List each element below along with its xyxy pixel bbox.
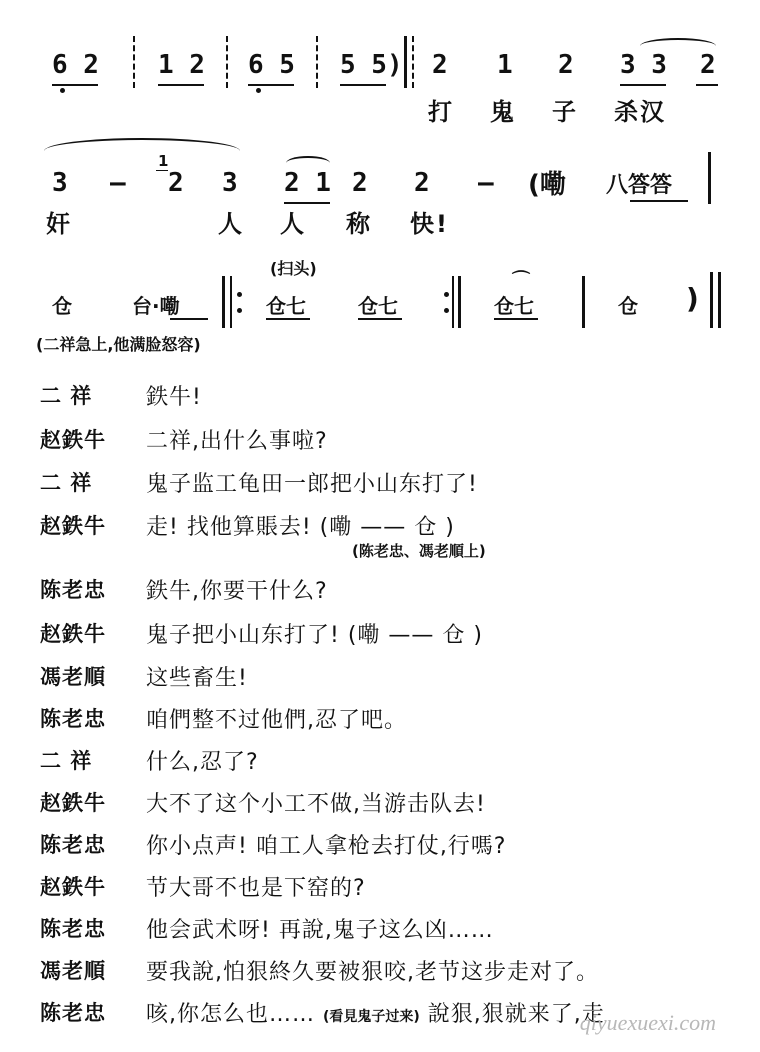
note: 5 5) [340, 50, 403, 80]
speaker: 赵鉄牛 [40, 514, 106, 538]
barline [404, 36, 407, 88]
note: 2 1 [284, 168, 331, 198]
note: 3 [52, 168, 68, 198]
perc-item: 仓七 [358, 294, 398, 318]
speaker: 二 祥 [40, 749, 93, 773]
note: 1 2 [158, 50, 205, 80]
speaker: 陈老忠 [40, 707, 106, 731]
lyric: 奸 [46, 210, 72, 238]
lyric: 鬼 [490, 98, 516, 126]
line-text: 鬼子把小山东打了! (嘞 —— 仓 ) [146, 623, 483, 648]
dash-note: – [110, 168, 126, 198]
note: 3 3 [620, 50, 667, 80]
note: 2 [168, 168, 184, 198]
perc-item: 仓七 [494, 294, 534, 318]
beam [620, 84, 666, 86]
beam [358, 318, 402, 320]
note: 3 [222, 168, 238, 198]
speaker: 二 祥 [40, 384, 93, 408]
line-text [146, 997, 605, 1028]
stage-direction: (陈老忠、馮老順上) [352, 542, 486, 560]
stage-direction: (看見鬼子过来) [323, 1009, 420, 1025]
note: 6 2 [52, 50, 99, 80]
dash-note: – [478, 168, 494, 198]
repeat-dot [237, 308, 242, 313]
speaker: 陈老忠 [40, 1001, 106, 1025]
repeat-dot [237, 292, 242, 297]
line-text: 二祥,出什么事啦? [146, 429, 328, 454]
line-text: 大不了这个小工不做,当游击队去! [146, 792, 486, 817]
dashed-barline [133, 36, 137, 88]
grace-note: 1 [158, 152, 169, 170]
end-barline [710, 272, 713, 328]
lyric: 子 [552, 98, 578, 126]
beam [630, 200, 688, 202]
speaker: 陈老忠 [40, 917, 106, 941]
note: 2 [432, 50, 448, 80]
speaker: 赵鉄牛 [40, 875, 106, 899]
line-text: 你小点声! 咱工人拿枪去打仗,行嗎? [146, 834, 507, 859]
repeat-barline [222, 276, 225, 328]
beam [340, 84, 386, 86]
lyric: 杀汉 [614, 98, 666, 126]
repeat-dot [444, 308, 449, 313]
note: 2 [352, 168, 368, 198]
close-paren: ) [686, 282, 699, 315]
perc-item: 仓七 [266, 294, 306, 318]
lyric: 打 [428, 98, 454, 126]
beam [170, 318, 208, 320]
slur [640, 38, 716, 54]
line-text: 这些畜生! [146, 666, 248, 691]
repeat-barline-thin [230, 276, 232, 328]
dashed-barline [226, 36, 230, 88]
lyric: 人 [218, 210, 244, 238]
note: 6 5 [248, 50, 295, 80]
tie-arc [44, 138, 240, 164]
percussion-tail: 八答答 [606, 173, 673, 198]
stage-direction: (二祥急上,他满脸怒容) [36, 335, 201, 354]
beam [266, 318, 310, 320]
low-octave-dot [60, 88, 65, 93]
speaker: 二 祥 [40, 471, 93, 495]
fermata-icon: ⌒ [512, 270, 530, 291]
watermark: qiyuexuexi.com [579, 1010, 716, 1035]
beam [52, 84, 98, 86]
end-barline [718, 272, 721, 328]
repeat-barline [458, 276, 461, 328]
beam [696, 84, 718, 86]
barline [582, 276, 585, 328]
section-label: (扫头) [270, 259, 317, 278]
low-octave-dot [256, 88, 261, 93]
perc-item: 台·嘞 [132, 294, 180, 318]
slur [286, 156, 330, 170]
perc-item: 仓 [618, 294, 638, 318]
speaker: 陈老忠 [40, 833, 106, 857]
speaker: 馮老順 [40, 665, 106, 689]
perc-item: 仓 [52, 294, 72, 318]
note: 2 [414, 168, 430, 198]
beam [248, 84, 294, 86]
lyric: 人 [280, 210, 306, 238]
speaker: 赵鉄牛 [40, 622, 106, 646]
percussion-open: (嘞 [528, 170, 566, 200]
line-text: 什么,忍了? [146, 750, 259, 775]
speaker: 馮老順 [40, 959, 106, 983]
dashed-barline [412, 36, 416, 88]
barline [708, 152, 711, 204]
line-text-end: 說狠,狠就来了,走 [427, 1002, 605, 1027]
beam [494, 318, 538, 320]
line-text: 要我說,怕狠終久要被狠咬,老节这步走对了。 [146, 960, 599, 985]
line-text: 鬼子监工龟田一郎把小山东打了! [146, 472, 478, 497]
line-text: 走! 找他算賬去! (嘞 —— 仓 ) [146, 515, 455, 540]
line-text: 节大哥不也是下窑的? [146, 876, 366, 901]
beam [158, 84, 204, 86]
line-text: 鉄牛,你要干什么? [146, 579, 328, 604]
repeat-dot [444, 292, 449, 297]
grace-beam [156, 170, 168, 171]
speaker: 陈老忠 [40, 578, 106, 602]
speaker: 赵鉄牛 [40, 428, 106, 452]
note: 2 [558, 50, 574, 80]
note: 2 [700, 50, 716, 80]
lyric: 快! [410, 210, 449, 238]
repeat-barline-thin [452, 276, 454, 328]
line-text: 咱們整不过他們,忍了吧。 [146, 708, 407, 733]
line-text-start: 咳,你怎么也…… [146, 1002, 315, 1027]
dashed-barline [316, 36, 320, 88]
line-text: 鉄牛! [146, 385, 202, 410]
speaker: 赵鉄牛 [40, 791, 106, 815]
note: 1 [497, 50, 513, 80]
lyric: 称 [346, 210, 372, 238]
line-text: 他会武术呀! 再說,鬼子这么凶…… [146, 918, 494, 943]
